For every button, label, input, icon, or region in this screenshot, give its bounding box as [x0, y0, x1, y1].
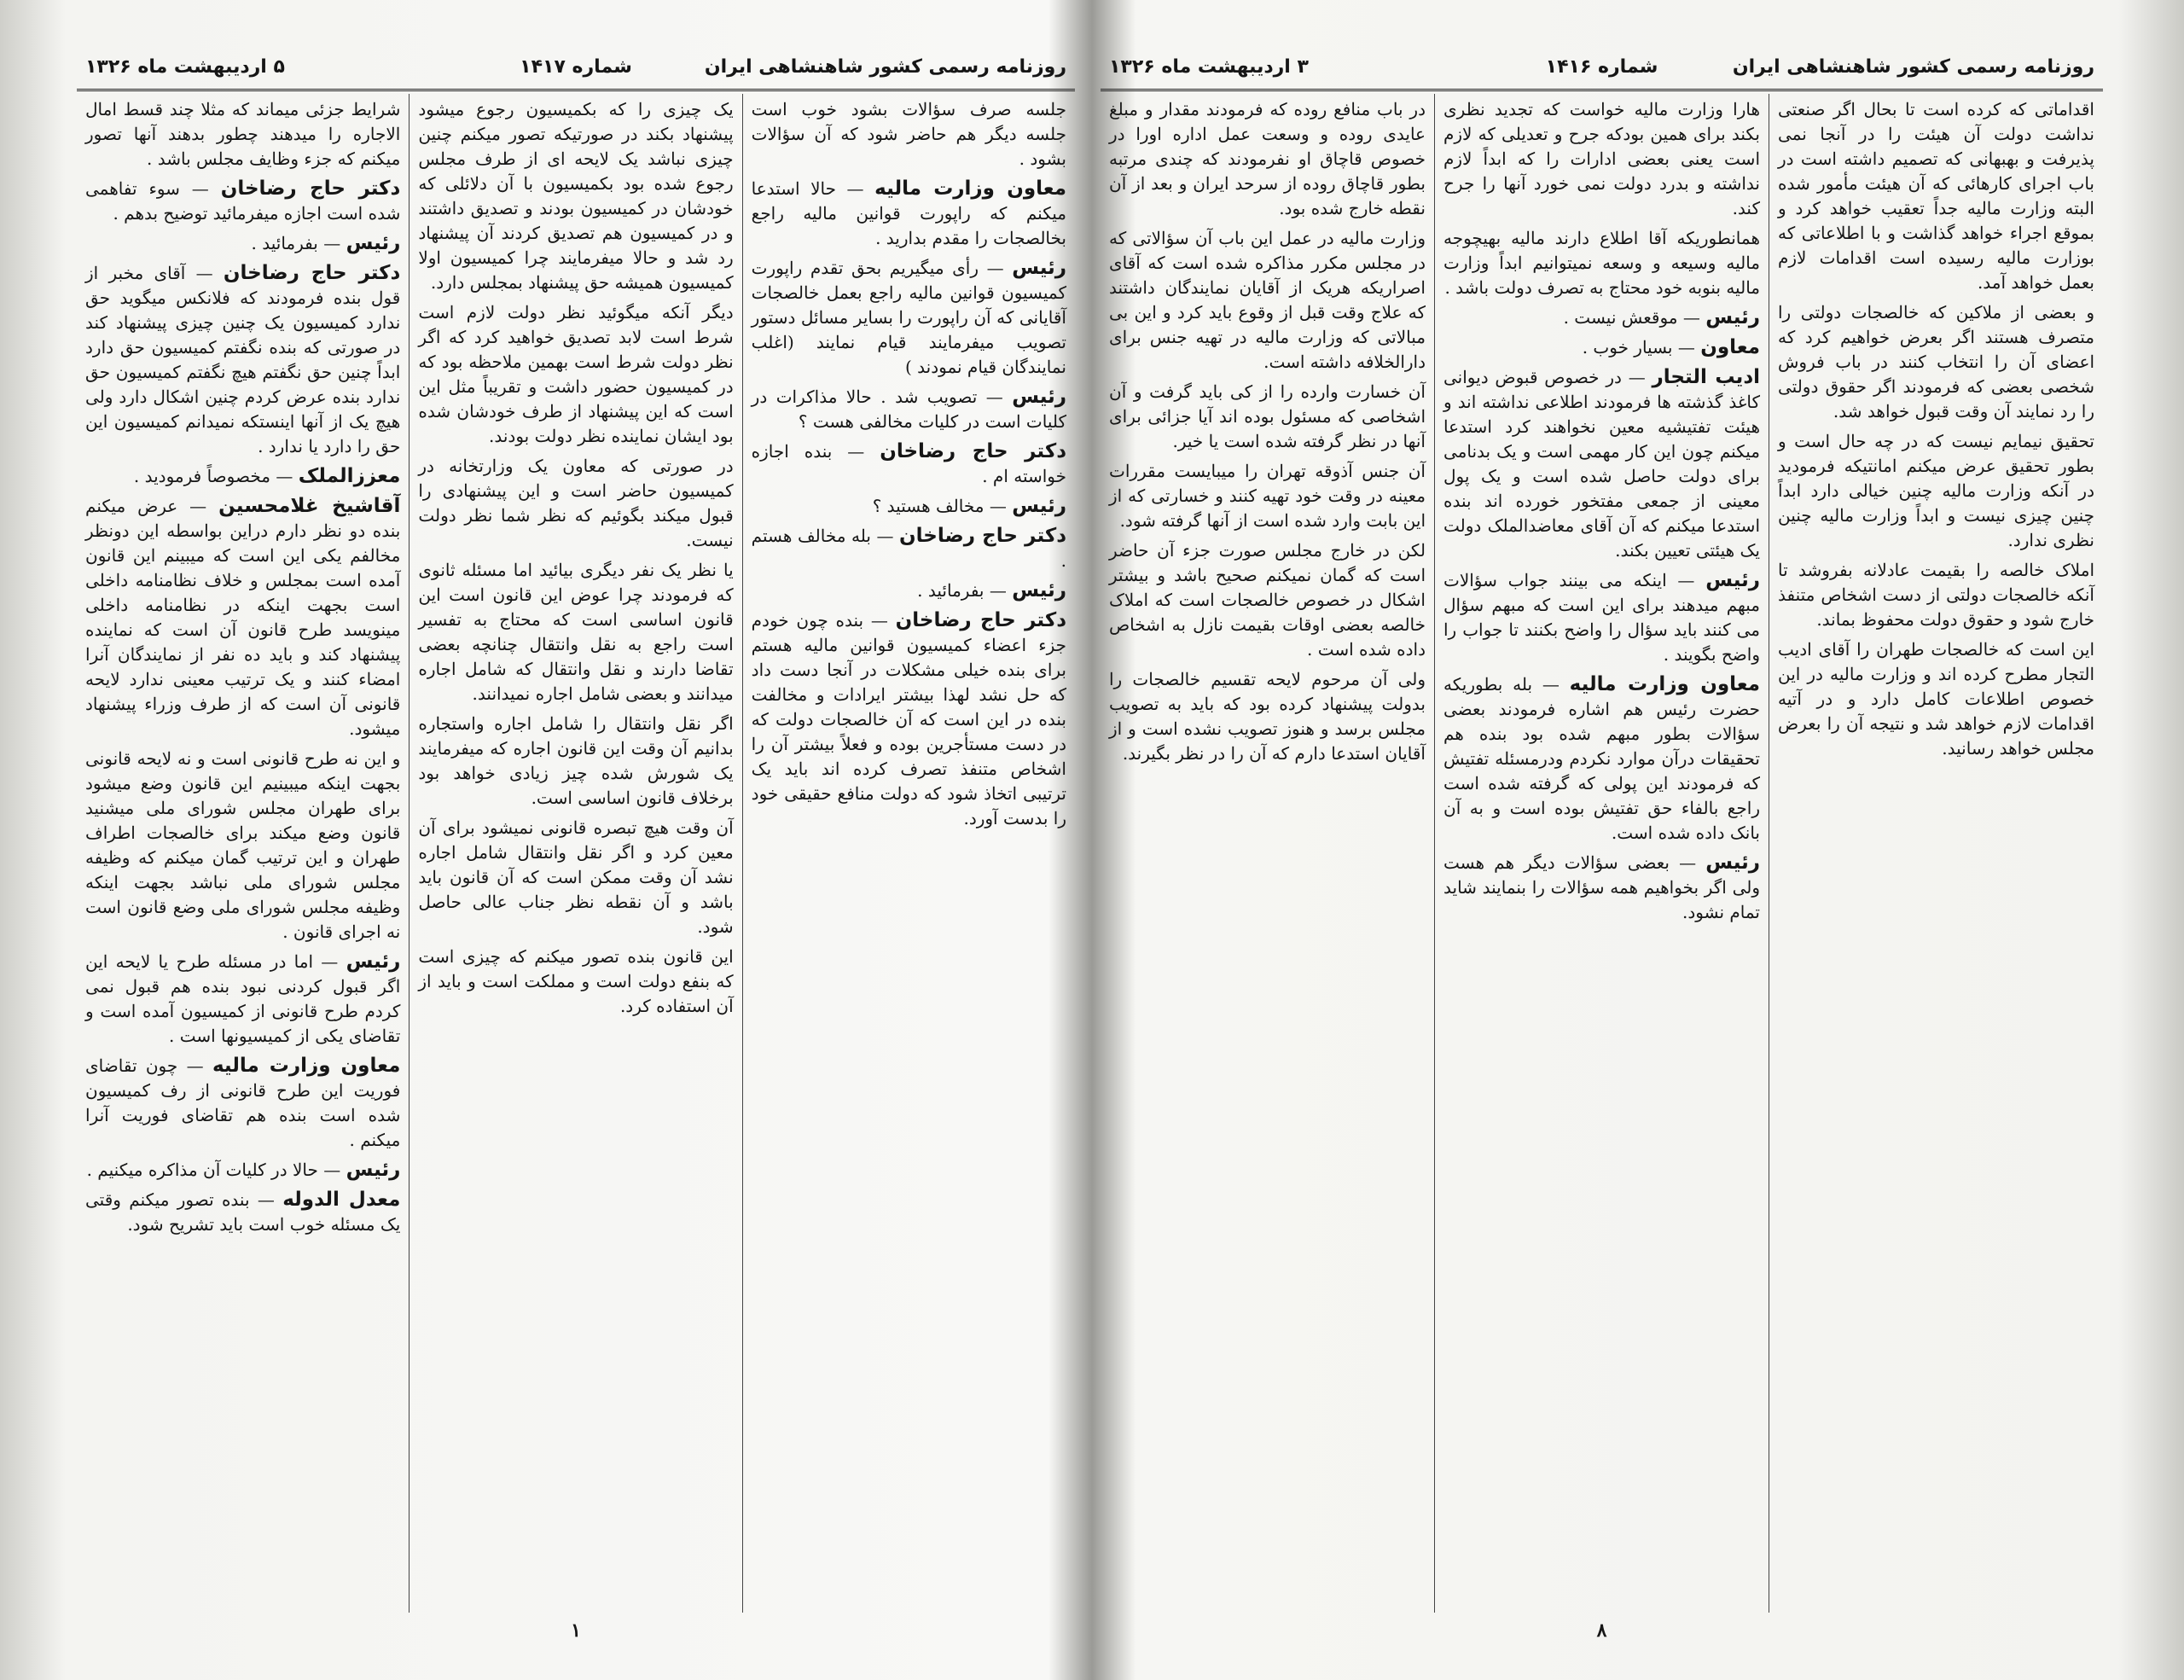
paragraph-text: جلسه صرف سؤالات بشود خوب است جلسه دیگر هم حاضر شود که آن سؤالات بشود . [751, 99, 1066, 169]
paragraph [1778, 429, 2094, 553]
speaker-dash: — [977, 387, 1013, 407]
speaker-dash: — [863, 610, 896, 631]
left-header-title: روزنامه رسمی کشور شاهنشاهی ایران [704, 56, 1066, 78]
speaker-dash: — [832, 441, 880, 462]
paragraph-text: و بعضی از ملاکین که خالصجات دولتی را متصرف هستند اگر بعرض خواهیم کرد که اعضای آن را انتخاب کنند در باب فروش شخصی بعضی که فرمودند اگر حقوق دولتی را رد نمایند آن وقت قبول خواهد شد. [1778, 302, 2094, 421]
speaker-dash: — [179, 178, 221, 199]
paragraph-text: دیگر آنکه میگوئید نظر دولت لازم است شرط است لابد تصدیق خواهید کرد که اگر نظر دولت شرط است بهمین ملاحظه بود که در کمیسیون حضور داشت و تقریباً مثل این است که این پیشنهاد از طرف خودشان شده بود ایشان نماینده نظر دولت بودند. [418, 302, 734, 446]
paragraph-text: املاک خالصه را بقیمت عادلانه بفروشد تا آنکه خالصجات دولتی از دست اشخاص متنفذ خارج شود و حقوق دولت محفوظ بماند. [1778, 560, 2094, 630]
right-header-title: روزنامه رسمی کشور شاهنشاهی ایران [1732, 56, 2094, 78]
speaker-name: دکتر حاج رضاخان [223, 262, 401, 284]
paragraph [752, 608, 1066, 831]
paragraph-text: یا نظر یک نفر دیگری بیائید اما مسئله ثانوی که فرمودند چرا عوض این قانون است این قانون اساسی است که محتاج به تفسیر است راجع به نقل وانتقال چنانچه بعضی تقاضا دارند و نقل وانتقال که شامل اجاره میدانند و بعضی شامل اجاره نمیدانند. [418, 560, 734, 704]
paragraph-text: لکن در خارج مجلس صورت جزء آن حاضر است که گمان نمیکنم صحیح باشد و بیشتر اشکال در خصوص خالصجات است که املاک خالصه بعضی اوقات بقیمت نازل به اشخاص داده شده است . [1109, 540, 1426, 660]
paragraph-text: وزارت مالیه در عمل این باب آن سؤالاتی که در مجلس مکرر مذاکره شده است که آقای اصراریکه هریک از آقایان نمایندگان داشتند که علاج وقت قبل از وقوع باید کرد و این بی مبالاتی که وزارت مالیه در تهیه جنس برای دارالخلافه داشته است. [1109, 228, 1426, 372]
paragraph [1443, 672, 1760, 846]
paragraph-text: مخصوصاً فرمودید . [133, 466, 270, 486]
speaker-name: رئیس [1012, 386, 1067, 408]
left-page-header [77, 51, 1075, 91]
speaker-name: رئیس [1705, 569, 1760, 591]
paragraph [1443, 365, 1760, 563]
paragraph [752, 439, 1066, 489]
paragraph [418, 945, 733, 1019]
speaker-dash: — [177, 1055, 212, 1076]
paragraph [85, 231, 400, 256]
paragraph [1443, 97, 1760, 221]
speaker-name: رئیس [1012, 495, 1066, 517]
paragraph-text: عرض میکنم بنده دو نظر دارم دراین بواسطه این دونظر مخالفم یکی این است که میبینم این قانون آمده است بمجلس و خلاف نظامنامه داخلی است بجهت اینکه در نظامنامه داخلی مینویسد طرح قانون آن است که نماینده پیشنهاد کند و باید ده نفر از نمایندگان آنرا امضاء کنند و یک ترتیب معینی ندارد لایحه قانونی آن است که از طرف وزراء پیشنهاد میشود. [85, 496, 401, 739]
speaker-dash: — [984, 580, 1013, 601]
paragraph-text: این است که خالصجات طهران را آقای ادیب التجار مطرح کرده اند و وزارت مالیه در این خصوص اطلاعات کامل دارد و در آتیه اقدامات لازم خواهد شد و نتیجه آن را بعرض مجلس خواهد رسانید. [1778, 639, 2094, 759]
paragraph-text: اما در مسئله طرح یا لایحه این اگر قبول کردنی نبود بنده هم قبول نمی کردم طرح قانونی از کمیسیون آمده است و تقاضای یکی از کمیسیونها است . [85, 951, 401, 1046]
paragraph [1443, 305, 1760, 330]
left-column-3 [77, 94, 409, 1613]
speaker-dash: — [1532, 674, 1570, 695]
speaker-name: رئیس [346, 232, 401, 254]
speaker-name: آقاشیخ غلامحسین [218, 495, 401, 517]
paragraph [1778, 558, 2094, 632]
paragraph-text: بفرمائید . [251, 233, 318, 253]
paragraph-text: تصویب شد . حالا مذاکرات در کلیات است در کلیات مخالفی هست ؟ [751, 387, 1066, 432]
speaker-name: رئیس [1012, 257, 1067, 279]
paragraph [1443, 851, 1760, 925]
paragraph [418, 300, 733, 449]
speaker-name: دکتر حاج رضاخان [220, 177, 401, 200]
left-column-1 [742, 94, 1075, 1613]
paragraph [418, 454, 733, 553]
paragraph-text: آقای مخبر از قول بنده فرمودند که فلانکس میگوید حق ندارد کمیسیون یک چنین چیزی پیشنهاد کند در صورتی که بنده نگفتم کمیسیون حق دارد ابداً چنین حق نگفتم هیچ نگفتم کمیسیون حق ندارد بنده عرض کردم چنین اشکال دارد ولی هیچ یک از آنها اینستکه نمیدانم کمیسیون این حق را دارد یا ندارد . [85, 263, 401, 456]
paragraph-text: در خصوص قبوض دیوانی کاغذ گذشته ها فرمودند اطلاعی نداشته اند و هیئت تفتیشیه معین نخواهند کرد استدعا میکنم چون این کار مهمی است و یک بدنامی برای دولت حاصل شده است و یک پول معینی از جمعی مفتخور خورده اند بنده استدعا میکنم که آن آقای معاضدالملک دولت یک هیئتی تعیین بکند. [1443, 367, 1760, 561]
speaker-name: دکتر حاج رضاخان [880, 440, 1066, 462]
paragraph [85, 1188, 400, 1237]
speaker-name: رئیس [1705, 852, 1761, 874]
paragraph-text: شرایط جزئی میماند که مثلا چند قسط امال الاجاره را میدهند چطور بدهند آنها تصور میکنم که جزء وظایف مجلس باشد . [85, 99, 401, 169]
paragraph-text: مخالف هستید ؟ [872, 496, 985, 516]
right-header-date: ۳ اردیبهشت ماه ۱۳۲۶ [1109, 56, 1309, 78]
speaker-name: معدل الدوله [282, 1189, 401, 1211]
speaker-dash: — [313, 951, 346, 972]
paragraph-text: اینکه می بینند جواب سؤالات مبهم میدهند برای این است که مبهم سؤال می کنند باید سؤال را واضح بکنند تا جواب را واضح بگویند . [1443, 570, 1760, 665]
paragraph-text: حالا در کلیات آن مذاکره میکنیم . [86, 1160, 318, 1180]
paragraph [1109, 538, 1426, 662]
paragraph [85, 747, 400, 945]
paragraph [1109, 667, 1426, 766]
right-page-number: ۸ [1596, 1619, 1607, 1642]
paragraph [1109, 459, 1426, 533]
speaker-name: دکتر حاج رضاخان [899, 525, 1067, 547]
paragraph [1443, 335, 1760, 360]
paragraph [418, 97, 733, 295]
paragraph-text: رأی میگیریم بحق تقدم راپورت کمیسیون قوانین مالیه راجع بعمل خالصجات آقایانی که آن راپورت را بسایر مسائل دستور تصویب میفرمایند قیام نمایند (اغلب نمایندگان قیام نمودند ) [751, 258, 1066, 377]
speaker-dash: — [317, 233, 346, 253]
paragraph [85, 494, 400, 741]
left-column-2 [409, 94, 741, 1613]
speaker-dash: — [317, 1160, 346, 1180]
paragraph-text: بنده تصور میکنم وقتی یک مسئله خوب است باید تشریح شود. [85, 1189, 401, 1235]
speaker-dash: — [870, 526, 900, 546]
paragraph [418, 558, 733, 706]
speaker-name: رئیس [346, 950, 401, 973]
paragraph [752, 494, 1066, 519]
paragraph [752, 385, 1066, 434]
paragraph-text: بعضی سؤالات دیگر هم هست ولی اگر بخواهیم همه سؤالات را بنمایند شاید تمام نشود. [1443, 852, 1760, 922]
paragraph-text: این قانون بنده تصور میکنم که چیزی است که بنفع دولت است و مملکت است و باید از آن استفاده کرد. [418, 946, 734, 1016]
speaker-dash: — [1666, 570, 1706, 590]
paragraph-text: در صورتی که معاون یک وزارتخانه در کمیسیون حاضر است و این پیشنهادی را قبول میکند بگوئیم که نظر شما نظر دولت نیست. [418, 456, 734, 550]
speaker-dash: — [835, 178, 875, 199]
right-column-3 [1101, 94, 1434, 1613]
speaker-name: معاون وزارت مالیه [1569, 673, 1760, 695]
paragraph-text: یک چیزی را که بکمیسیون رجوع میشود پیشنهاد بکند در صورتیکه تصور میکنم چنین چیزی نباشد یک لایحه ای از طرف مجلس رجوع شده بود بکمیسیون با آن دلائلی که خودشان در کمیسیون بودند و تصدیق داشتند و در کمیسیون هم تصدیق کردند آن پیشنهاد رد شد و حالا میفرمایند چرا کمیسیون اولا کمیسیون همیشه حق پیشنهاد بمجلس دارد. [418, 99, 734, 293]
left-page [77, 26, 1075, 1647]
paragraph [1443, 226, 1760, 300]
paragraph [85, 1054, 400, 1153]
paragraph [85, 464, 400, 489]
paragraph-text: حالا استدعا میکنم که راپورت قوانین مالیه راجع بخالصجات را مقدم بدارید . [751, 178, 1066, 248]
paragraph-text: بفرمائید . [917, 580, 985, 601]
right-header-issue: شماره ۱۴۱۶ [1545, 56, 1658, 78]
speaker-dash: — [177, 496, 219, 516]
paragraph-text: موقعش نیست . [1563, 307, 1678, 328]
paragraph [1109, 226, 1426, 375]
paragraph [1778, 97, 2094, 295]
paragraph [752, 97, 1066, 171]
speaker-dash: — [249, 1189, 283, 1210]
paragraph [85, 1158, 400, 1183]
paragraph [85, 950, 400, 1049]
paragraph-text: بسیار خوب . [1582, 337, 1673, 358]
paragraph-text: و این نه طرح قانونی است و نه لایحه قانونی بجهت اینکه میبینیم این قانون وضع میشود برای طهران مجلس شورای ملی میشنید قانون وضع میکند برای خالصجات اطراف طهران و این ترتیب گمان میکنم که وظیفه مجلس شورای ملی نباشد بجهت اینکه وظیفه مجلس شورای ملی وضع قانون است نه اجرای قانون . [85, 748, 401, 942]
paragraph-text: اقداماتی که کرده است تا بحال اگر صنعتی نداشت دولت آن هیئت را در آنجا نمی پذیرفت و بهبهانی که تصمیم داشته است در باب اجرای کارهائی که آن هیئت مأمور شده البته وزارت مالیه جداً تعقیب خواهد کرد و بموقع اجراء خواهد گذاشت و با اطلاعاتی که بوزارت مالیه رسیده است اقدامات لازم بعمل خواهد آمد. [1778, 99, 2094, 293]
speaker-dash: — [1677, 307, 1706, 328]
speaker-name: ادیب التجار [1652, 366, 1761, 388]
paragraph [1109, 97, 1426, 221]
paragraph [1778, 300, 2094, 424]
speaker-dash: — [185, 263, 224, 283]
paragraph [1778, 637, 2094, 761]
paragraph-text: در باب منافع روده که فرمودند مقدار و مبلغ عایدی روده و وسعت عمل اداره اورا در خصوص قاچاق او نفرمودند که چندی مرتبه بطور قاچاق روده از سرحد ایران و بعد از آن نقطه خارج شده بود. [1109, 99, 1426, 218]
speaker-name: رئیس [346, 1159, 401, 1181]
speaker-name: دکتر حاج رضاخان [895, 609, 1067, 631]
speaker-name: معاون [1700, 336, 1760, 358]
paragraph [752, 256, 1066, 380]
left-page-columns [77, 94, 1075, 1613]
paragraph [752, 524, 1066, 573]
paragraph [752, 578, 1066, 603]
paragraph-text: همانطوریکه آقا اطلاع دارند مالیه بهیچوجه مالیه وسیعه و وسعه نمیتوانیم ابداً وزارت مالیه بنوبه خود محتاج به تصرف دولت باشد . [1443, 228, 1760, 298]
paragraph [1443, 568, 1760, 667]
speaker-name: معززالملک [298, 465, 401, 487]
speaker-dash: — [1670, 852, 1706, 873]
speaker-dash: — [984, 496, 1013, 516]
right-column-1 [1769, 94, 2103, 1613]
speaker-dash: — [270, 466, 299, 486]
speaker-dash: — [979, 258, 1013, 278]
paragraph-text: بله بطوریکه حضرت رئیس هم اشاره فرمودند بعضی سؤالات بطور مبهم شده بود بنده هم تحقیقات درآن موارد نکردم ودرمسئله تفتیش که فرمودند این پولی که گرفته شده است راجع بالفاء حق تفتیش بوده است و به آن بانک داده شده است. [1443, 674, 1760, 843]
paragraph [1109, 380, 1426, 454]
paragraph [85, 177, 400, 226]
paragraph-text: ولی آن مرحوم لایحه تقسیم خالصجات را بدولت پیشنهاد کرده بود که باید به تصویب مجلس برسد و هنوز تصویب نشده است و از آقایان استدعا دارم که آن را در نظر بگیرند. [1109, 669, 1426, 764]
paragraph-text: بله مخالف هستم . [751, 526, 1066, 571]
paragraph-text: چون تقاضای فوریت این طرح قانونی از رف کمیسیون شده است بنده هم تقاضای فوریت آنرا میکنم . [85, 1055, 401, 1150]
paragraph [85, 97, 400, 171]
speaker-name: معاون وزارت مالیه [212, 1055, 401, 1077]
paragraph-text: آن وقت هیچ تبصره قانونی نمیشود برای آن معین کرد و اگر نقل وانتقال شامل اجاره نشد آن وقت ممکن است که آن قانون باید باشد و آن نقطه نظر جناب عالی حاصل شود. [418, 817, 734, 937]
right-page-columns [1101, 94, 2103, 1613]
paragraph [418, 712, 733, 811]
right-column-2 [1434, 94, 1769, 1613]
left-header-issue: شماره ۱۴۱۷ [520, 56, 632, 78]
paragraph-text: آن خسارت وارده را از کی باید گرفت و آن اشخاصی که مسئول بوده اند آیا جزائی برای آنها در نظر گرفته شده است یا خیر. [1109, 381, 1426, 451]
paragraph-text: اگر نقل وانتقال را شامل اجاره واستجاره بدانیم آن وقت این قانون اجاره که میفرمایند یک شورش شده چیز زیادی خواهد بود برخلاف قانون اساسی است. [418, 713, 734, 808]
paragraph [752, 177, 1066, 251]
speaker-dash: — [1672, 337, 1701, 358]
speaker-dash: — [1621, 367, 1653, 387]
paragraph-text: هارا وزارت مالیه خواست که تجدید نظری بکند برای همین بودکه جرح و تعدیلی که لازم است یعنی بعضی ادارات را که ابداً لازم نداشته و بدرد دولت نمی خورد آنها را جرح کند. [1443, 99, 1760, 218]
paragraph-text: بنده اجازه خواسته ام . [751, 441, 1066, 486]
paragraph [418, 816, 733, 939]
speaker-name: معاون وزارت مالیه [874, 177, 1066, 200]
left-header-date: ۵ اردیبهشت ماه ۱۳۲۶ [85, 56, 285, 78]
paragraph-text: بنده چون خودم جزء اعضاء کمیسیون قوانین مالیه هستم برای بنده خیلی مشکلات در آنجا دست داد که حل نشد لهذا بیشتر ایرادات و مخالفت بنده در این است که آن خالصجات دولت که در دست مستأجرین بوده و فعلاً بیشتر آن را اشخاص متنفذ تصرف کرده اند باید یک ترتیبی اتخاذ شود که دولت منافع حقیقی خود را بدست آورد. [751, 610, 1066, 828]
left-page-number: ۱ [571, 1619, 581, 1642]
speaker-name: رئیس [1705, 306, 1760, 328]
paragraph-text: آن جنس آذوقه تهران را میبایست مقررات معینه در وقت خود تهیه کنند و خسارتی که از این بابت وارد شده است از آنها گرفته شود. [1109, 461, 1426, 531]
paragraph [85, 261, 400, 459]
speaker-name: رئیس [1012, 579, 1066, 602]
paragraph-text: تحقیق نیمایم نیست که در چه حال است و بطور تحقیق عرض میکنم امانتیکه فرمودید در آنکه وزارت مالیه چنین خیالی دارد ابداً چنین چیزی نیست و ابداً وزارت مالیه چنین نظری ندارد. [1778, 431, 2094, 550]
right-page [1101, 26, 2103, 1647]
paragraph-text: سوء تفاهمی شده است اجازه میفرمائید توضیح بدهم . [85, 178, 401, 224]
right-page-header [1101, 51, 2103, 91]
